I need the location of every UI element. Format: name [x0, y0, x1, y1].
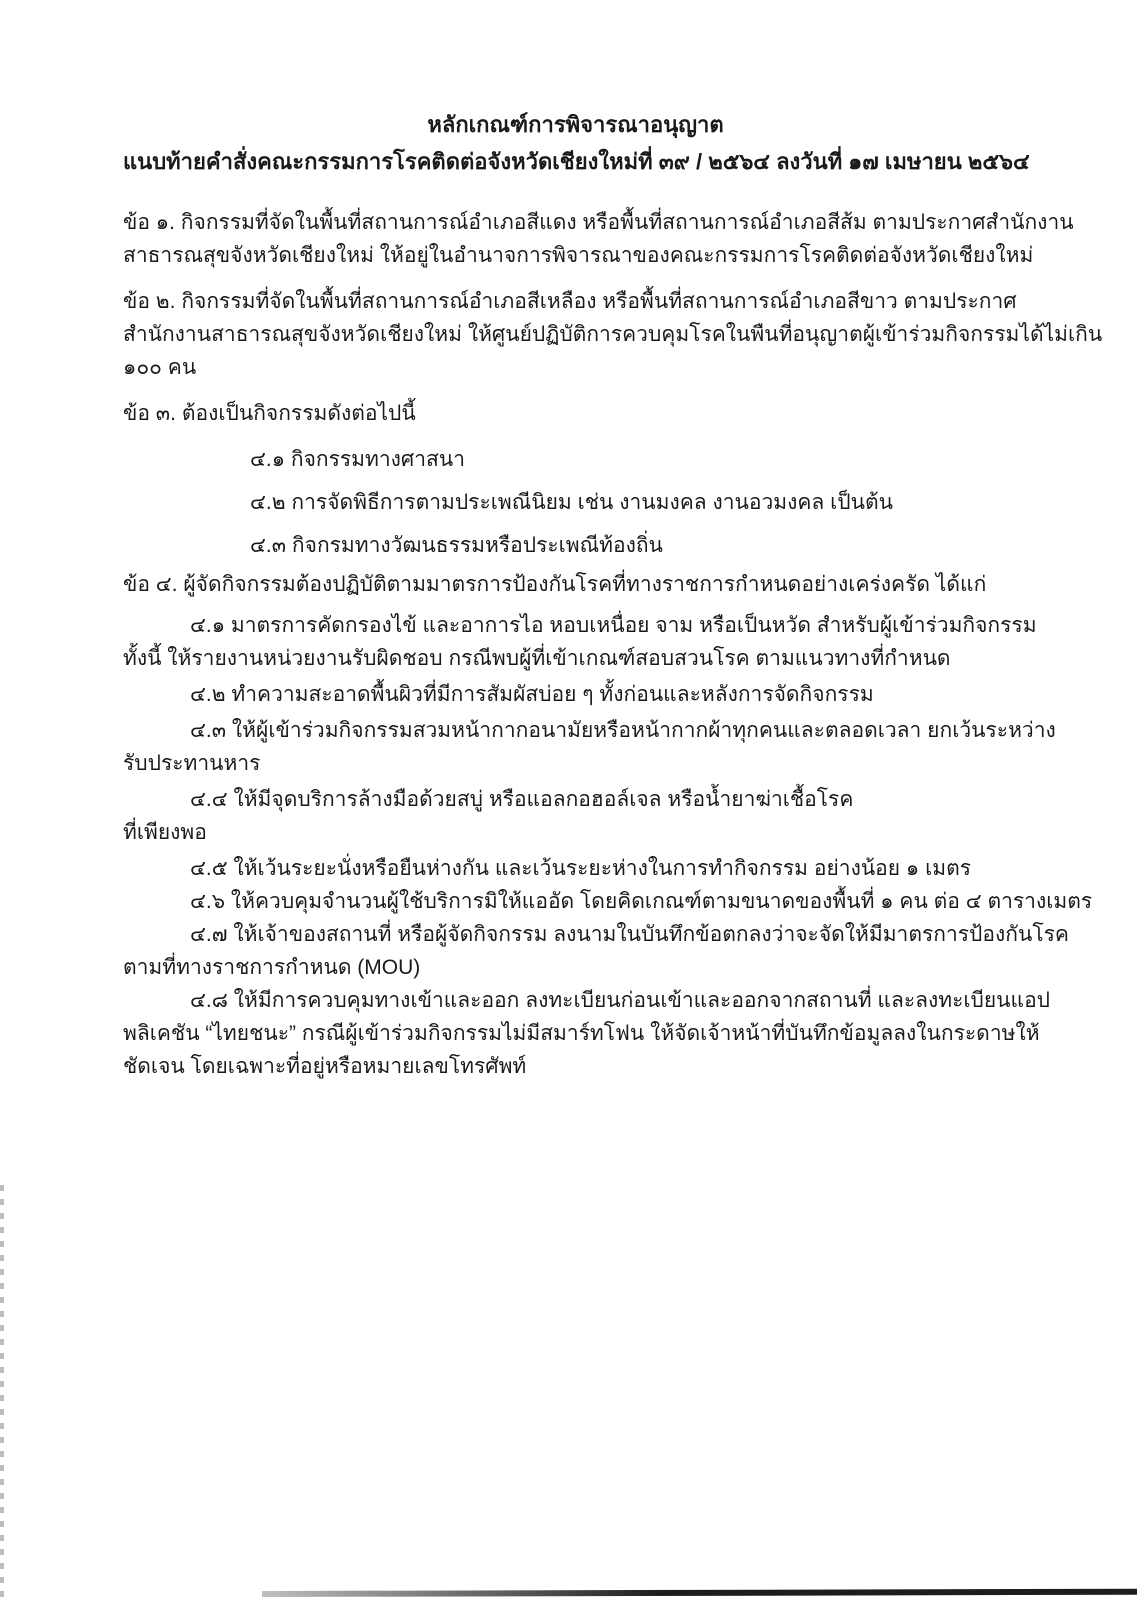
- text-line: ๑๐๐ คน: [123, 356, 197, 379]
- clause-4-item-4-7: [123, 918, 1069, 984]
- text-line: ข้อ ๓. ต้องเป็นกิจกรรมดังต่อไปนี้: [123, 402, 416, 425]
- clause-4-item-4-5: [123, 852, 1028, 885]
- document-body: [123, 106, 1103, 1083]
- text-line: ตามที่ทางราชการกำหนด (MOU): [123, 956, 421, 979]
- text-line: ข้อ ๑. กิจกรรมที่จัดในพื้นที่สถานการณ์อำเภอสีแดง หรือพื้นที่สถานการณ์อำเภอสีส้ม ตามประกาศสำนักงาน: [123, 211, 1074, 234]
- document-title-line-2: แนบท้ายคำสั่งคณะกรรมการโรคติดต่อจังหวัดเชียงใหม่ที่ ๓๙ / ๒๕๖๔ ลงวันที่ ๑๗ เมษายน ๒๕๖๔: [123, 149, 1030, 174]
- text-line: พลิเคชัน “ไทยชนะ” กรณีผู้เข้าร่วมกิจกรรมไม่มีสมาร์ทโฟน ให้จัดเจ้าหน้าที่บันทึกข้อมูลลงในกระดาษให้: [123, 1022, 1040, 1045]
- left-edge-scan-artifact: [0, 1185, 4, 1600]
- text-line: ๔.๔ ให้มีจุดบริการล้างมือด้วยสบู่ หรือแอลกอฮอล์เจล หรือน้ำยาฆ่าเชื้อโรค: [190, 788, 854, 811]
- text-line: ชัดเจน โดยเฉพาะที่อยู่หรือหมายเลขโทรศัพท์: [123, 1055, 527, 1078]
- text-line: ๔.๒ ทำความสะอาดพื้นผิวที่มีการสัมผัสบ่อย ๆ ทั้งก่อนและหลังการจัดกิจกรรม: [190, 683, 874, 706]
- clause-4-item-4-4: [123, 783, 1028, 849]
- clause-4-item-4-2: [123, 678, 1028, 711]
- clause-4-item-4-3: [123, 714, 1056, 780]
- text-line: ๔.๑ กิจกรรมทางศาสนา: [250, 448, 466, 471]
- text-line: ข้อ ๒. กิจกรรมที่จัดในพื้นที่สถานการณ์อำเภอสีเหลือง หรือพื้นที่สถานการณ์อำเภอสีขาว ตามประกาศ: [123, 290, 1017, 313]
- text-line: ๔.๑ มาตรการคัดกรองไข้ และอาการไอ หอบเหนื่อย จาม หรือเป็นหวัด สำหรับผู้เข้าร่วมกิจกรรม: [190, 614, 1037, 637]
- text-line: ที่เพียงพอ: [123, 821, 207, 844]
- clause-3-item-4-1: [123, 443, 1028, 476]
- clause-3: [123, 397, 1028, 430]
- clause-3-item-4-3: [123, 529, 1028, 562]
- text-line: สาธารณสุขจังหวัดเชียงใหม่ ให้อยู่ในอำนาจการพิจารณาของคณะกรรมการโรคติดต่อจังหวัดเชียงใหม่: [123, 244, 1034, 267]
- clause-3-item-4-2: [123, 486, 1028, 519]
- text-line: ๔.๖ ให้ควบคุมจำนวนผู้ใช้บริการมิให้แออัด โดยคิดเกณฑ์ตามขนาดของพื้นที่ ๑ คน ต่อ ๔ ตารางเมตร: [190, 890, 1093, 913]
- clause-1: [123, 206, 1074, 272]
- clause-4-item-4-8: [123, 984, 1051, 1083]
- text-line: สำนักงานสาธารณสุขจังหวัดเชียงใหม่ ให้ศูนย์ปฏิบัติการควบคุมโรคในพืนที่อนุญาตผู้เข้าร่วมกิจกรรมได้ไม่เกิน: [123, 323, 1103, 346]
- text-line: ๔.๓ ให้ผู้เข้าร่วมกิจกรรมสวมหน้ากากอนามัยหรือหน้ากากผ้าทุกคนและตลอดเวลา ยกเว้นระหว่าง: [190, 719, 1056, 742]
- text-line: ๔.๗ ให้เจ้าของสถานที่ หรือผู้จัดกิจกรรม ลงนามในบันทึกข้อตกลงว่าจะจัดให้มีมาตรการป้องกันโรค: [190, 923, 1069, 946]
- text-line: ทั้งนี้ ให้รายงานหน่วยงานรับผิดชอบ กรณีพบผู้ที่เข้าเกณฑ์สอบสวนโรค ตามแนวทางที่กำหนด: [123, 647, 951, 670]
- text-line: ๔.๓ กิจกรมทางวัฒนธรรมหรือประเพณีท้องถิ่น: [250, 534, 663, 557]
- clause-4-item-4-6: [123, 885, 1093, 918]
- text-line: ๔.๕ ให้เว้นระยะนั่งหรือยืนห่างกัน และเว้นระยะห่างในการทำกิจกรรม อย่างน้อย ๑ เมตร: [190, 857, 972, 880]
- text-line: ข้อ ๔. ผู้จัดกิจกรรมต้องปฏิบัติตามมาตรการป้องกันโรคที่ทางราชการกำหนดอย่างเคร่งครัด ได้แก่: [123, 573, 987, 596]
- bottom-edge-scan-artifact: [262, 1589, 1137, 1597]
- text-line: ๔.๒ การจัดพิธีการตามประเพณีนิยม เช่น งานมงคล งานอวมงคล เป็นต้น: [250, 491, 893, 514]
- clause-4: [123, 568, 1028, 601]
- document-title-line-1: หลักเกณฑ์การพิจารณาอนุญาต: [427, 112, 724, 137]
- text-line: ๔.๘ ให้มีการควบคุมทางเข้าและออก ลงทะเบียนก่อนเข้าและออกจากสถานที่ และลงทะเบียนแอป: [190, 989, 1051, 1012]
- text-line: รับประทานหาร: [123, 752, 261, 775]
- clause-4-item-4-1: [123, 609, 1037, 675]
- clause-2: [123, 285, 1103, 384]
